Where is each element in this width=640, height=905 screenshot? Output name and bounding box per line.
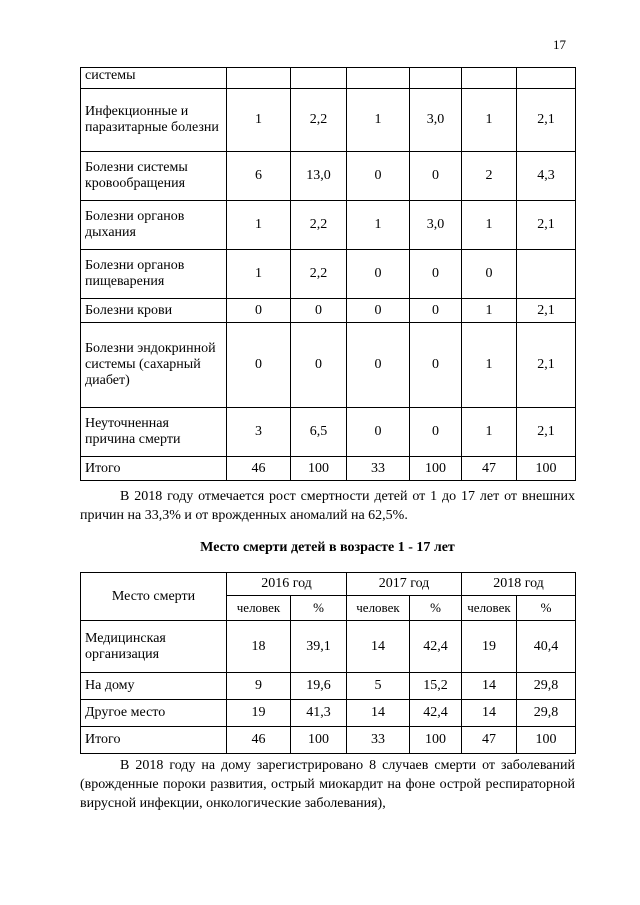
table-cell: 39,1 [291, 621, 347, 673]
table-cell: 14 [347, 700, 410, 727]
table-cell: 3,0 [410, 201, 462, 250]
table-cell: 0 [347, 323, 410, 408]
table-cell: 100 [410, 727, 462, 754]
table-row [81, 68, 576, 89]
table-row [81, 250, 576, 299]
table-cell: 18 [227, 621, 291, 673]
table-cell [347, 68, 410, 89]
table-row [81, 673, 576, 700]
table-cell: 2,1 [517, 201, 576, 250]
table-cell: 0 [410, 323, 462, 408]
mortality-causes-table [80, 67, 576, 481]
table-title: Место смерти детей в возрасте 1 - 17 лет [200, 540, 455, 555]
table-cell: 0 [410, 250, 462, 299]
table-cell: 1 [227, 250, 291, 299]
table-cell: 42,4 [410, 621, 462, 673]
table-cell: 19 [462, 621, 517, 673]
table-cell: 100 [291, 727, 347, 754]
table-cell: 100 [291, 457, 347, 481]
header-year: 2017 год [347, 573, 462, 596]
row-label: системы [81, 68, 227, 89]
page-number: 17 [553, 37, 566, 52]
table-cell: 47 [462, 727, 517, 754]
table-cell: 1 [462, 299, 517, 323]
paragraph-external-causes: В 2018 году отмечается рост смертности детей от 1 до 17 лет от внешних причин на 33,3% и от врожденных аномалий на 62,5%. [80, 489, 575, 523]
table-row [81, 201, 576, 250]
table-cell [291, 68, 347, 89]
table-cell: 47 [462, 457, 517, 481]
table-cell: 0 [410, 152, 462, 201]
subheader: % [410, 596, 462, 621]
table-cell: 3,0 [410, 89, 462, 152]
header-place-of-death: Место смерти [81, 573, 227, 621]
table-cell: 0 [410, 408, 462, 457]
table-row [81, 457, 576, 481]
table-cell: 2,2 [291, 250, 347, 299]
table-cell: 100 [410, 457, 462, 481]
table-row [81, 727, 576, 754]
subheader: % [517, 596, 576, 621]
table-cell: 15,2 [410, 673, 462, 700]
table-cell: 1 [227, 201, 291, 250]
table-cell: 14 [347, 621, 410, 673]
table-row [81, 152, 576, 201]
table-cell: 46 [227, 727, 291, 754]
table-cell: 100 [517, 457, 576, 481]
subheader: человек [462, 596, 517, 621]
table-cell [410, 68, 462, 89]
row-label: Другое место [81, 700, 227, 727]
table-row [81, 323, 576, 408]
table-cell: 1 [462, 408, 517, 457]
row-label: Итого [81, 457, 227, 481]
subheader: % [291, 596, 347, 621]
table-cell: 1 [347, 89, 410, 152]
header-year: 2016 год [227, 573, 347, 596]
paragraph-home-deaths: В 2018 году на дому зарегистрировано 8 случаев смерти от заболеваний (врожденные пороки развития, острый миокардит на фоне острой респираторной вирусной инфекции, онкологические заболевания), [80, 758, 575, 811]
table-cell: 2,1 [517, 299, 576, 323]
table-cell: 100 [517, 727, 576, 754]
row-label: Болезни системы кровообращения [81, 152, 227, 201]
table-cell: 4,3 [517, 152, 576, 201]
table-cell [517, 68, 576, 89]
row-label: Инфекционные и паразитарные болезни [81, 89, 227, 152]
table-cell: 14 [462, 700, 517, 727]
place-of-death-table [80, 572, 576, 754]
table-cell: 2,1 [517, 89, 576, 152]
table-cell: 0 [347, 299, 410, 323]
table-cell: 0 [410, 299, 462, 323]
row-label: На дому [81, 673, 227, 700]
table-cell: 46 [227, 457, 291, 481]
table-cell: 29,8 [517, 700, 576, 727]
row-label: Медицинская организация [81, 621, 227, 673]
table-cell: 19 [227, 700, 291, 727]
table-cell: 6,5 [291, 408, 347, 457]
subheader: человек [227, 596, 291, 621]
table-row [81, 89, 576, 152]
table-cell: 0 [291, 323, 347, 408]
table-cell: 13,0 [291, 152, 347, 201]
table-row [81, 621, 576, 673]
table-cell: 29,8 [517, 673, 576, 700]
header-year: 2018 год [462, 573, 576, 596]
table-cell: 1 [462, 89, 517, 152]
table-row [81, 700, 576, 727]
table-cell: 19,6 [291, 673, 347, 700]
subheader: человек [347, 596, 410, 621]
table-row [81, 408, 576, 457]
table-cell: 0 [462, 250, 517, 299]
table-cell: 2,2 [291, 201, 347, 250]
table-cell: 1 [227, 89, 291, 152]
row-label: Итого [81, 727, 227, 754]
row-label: Болезни эндокринной системы (сахарный диабет) [81, 323, 227, 408]
table-cell: 2,2 [291, 89, 347, 152]
table-cell: 5 [347, 673, 410, 700]
table-cell: 1 [462, 201, 517, 250]
row-label: Болезни крови [81, 299, 227, 323]
row-label: Неуточненная причина смерти [81, 408, 227, 457]
table-cell: 42,4 [410, 700, 462, 727]
table-cell: 2,1 [517, 408, 576, 457]
table-cell: 0 [227, 323, 291, 408]
table-cell: 33 [347, 457, 410, 481]
table-cell: 2 [462, 152, 517, 201]
table-cell: 33 [347, 727, 410, 754]
table-cell [227, 68, 291, 89]
table-cell: 0 [347, 408, 410, 457]
table-cell: 2,1 [517, 323, 576, 408]
table-cell: 0 [347, 152, 410, 201]
table-cell [462, 68, 517, 89]
table-cell: 1 [462, 323, 517, 408]
table-cell: 1 [347, 201, 410, 250]
table-cell: 3 [227, 408, 291, 457]
table-cell: 0 [347, 250, 410, 299]
table-cell: 6 [227, 152, 291, 201]
table-cell: 14 [462, 673, 517, 700]
table-cell: 0 [291, 299, 347, 323]
row-label: Болезни органов пищеварения [81, 250, 227, 299]
table-row [81, 299, 576, 323]
table-cell: 41,3 [291, 700, 347, 727]
table-cell [517, 250, 576, 299]
table-cell: 0 [227, 299, 291, 323]
row-label: Болезни органов дыхания [81, 201, 227, 250]
table-cell: 9 [227, 673, 291, 700]
table-cell: 40,4 [517, 621, 576, 673]
